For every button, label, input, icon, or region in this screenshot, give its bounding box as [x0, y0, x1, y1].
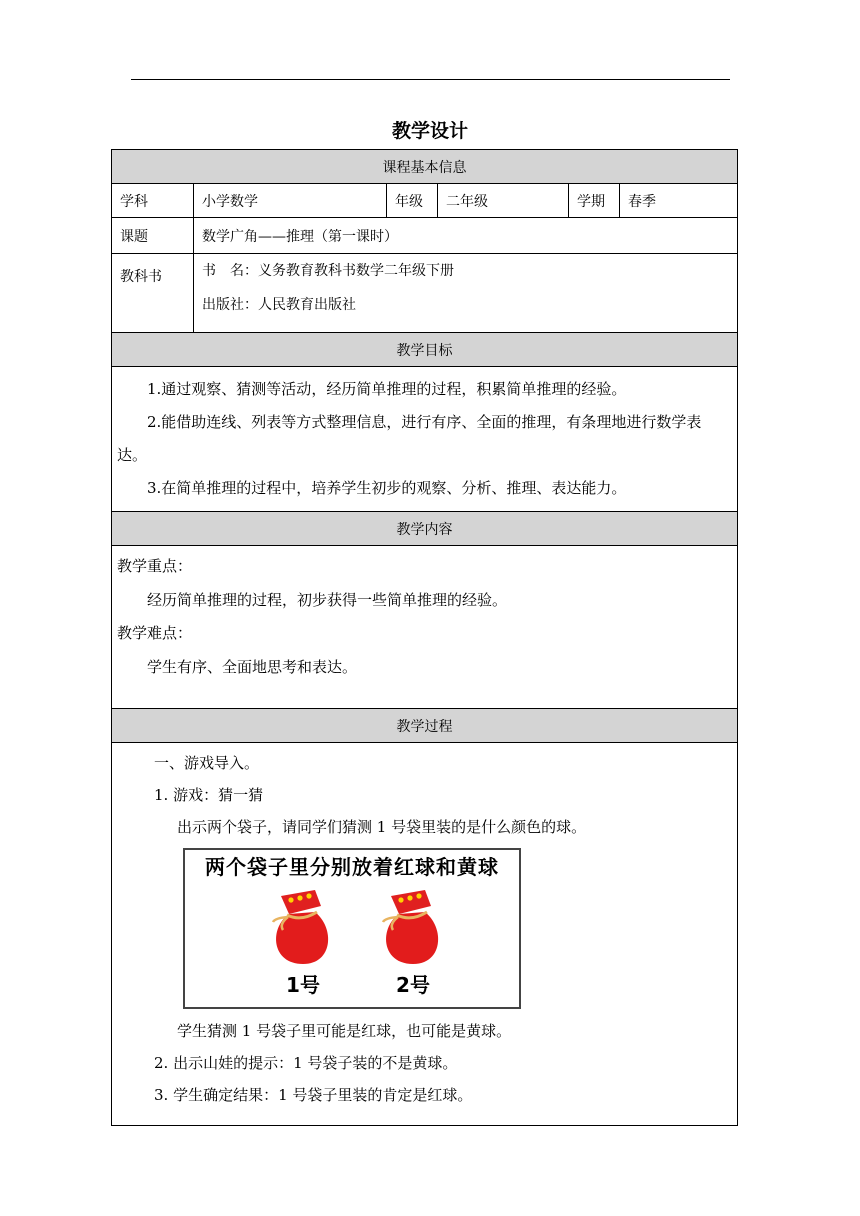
textbook-publisher: 出版社：人民教育出版社 [202, 297, 356, 313]
process-step-1-desc: 出示两个袋子，请同学们猜测 1 号袋里装的是什么颜色的球。 [177, 818, 587, 836]
section-header-process: 教学过程 [112, 709, 738, 743]
topic-value: 数学广角——推理（第一课时） [194, 218, 738, 254]
section-header-goals: 教学目标 [112, 333, 738, 367]
goal-item: 2.能借助连线、列表等方式整理信息，进行有序、全面的推理，有条理地进行数学表达。 [117, 413, 702, 464]
figure-caption: 两个袋子里分别放着红球和黄球 [205, 855, 499, 879]
term-label: 学期 [569, 184, 620, 218]
difficulty-text: 学生有序、全面地思考和表达。 [147, 657, 358, 676]
student-guess: 学生猜测 1 号袋子里可能是红球，也可能是黄球。 [177, 1022, 512, 1040]
textbook-label: 教科书 [112, 254, 194, 333]
grade-label: 年级 [387, 184, 438, 218]
textbook-title: 书 名：义务教育教科书数学二年级下册 [202, 263, 454, 279]
header-rule [131, 79, 730, 80]
process-step-3: 3. 学生确定结果：1 号袋子里装的肯定是红球。 [154, 1086, 473, 1104]
bag-1-label: 1号 [286, 973, 320, 997]
goal-item: 1.通过观察、猜测等活动，经历简单推理的过程，积累简单推理的经验。 [147, 380, 627, 398]
subject-label: 学科 [112, 184, 194, 218]
red-bag-icon [377, 884, 447, 968]
goal-item: 3.在简单推理的过程中，培养学生初步的观察、分析、推理、表达能力。 [147, 479, 627, 497]
page-title: 教学设计 [391, 120, 468, 142]
goals-body [112, 367, 738, 512]
bags-illustration [183, 848, 521, 1009]
content-body [112, 546, 738, 709]
grade-value: 二年级 [438, 184, 569, 218]
process-step-2: 2. 出示山娃的提示：1 号袋子装的不是黄球。 [154, 1054, 458, 1072]
bag-2-label: 2号 [396, 973, 430, 997]
process-step-1: 1. 游戏：猜一猜 [154, 786, 264, 804]
subject-value: 小学数学 [194, 184, 387, 218]
red-bag-icon [267, 884, 337, 968]
key-point-label: 教学重点： [117, 557, 193, 575]
key-point-text: 经历简单推理的过程，初步获得一些简单推理的经验。 [147, 590, 508, 609]
difficulty-label: 教学难点： [117, 624, 193, 642]
process-body [112, 743, 738, 1126]
term-value: 春季 [620, 184, 738, 218]
textbook-info [194, 254, 738, 333]
topic-label: 课题 [112, 218, 194, 254]
section-header-basic: 课程基本信息 [112, 150, 738, 184]
process-section-1: 一、游戏导入。 [154, 754, 260, 772]
section-header-content: 教学内容 [112, 512, 738, 546]
lesson-plan-table [111, 149, 737, 1126]
